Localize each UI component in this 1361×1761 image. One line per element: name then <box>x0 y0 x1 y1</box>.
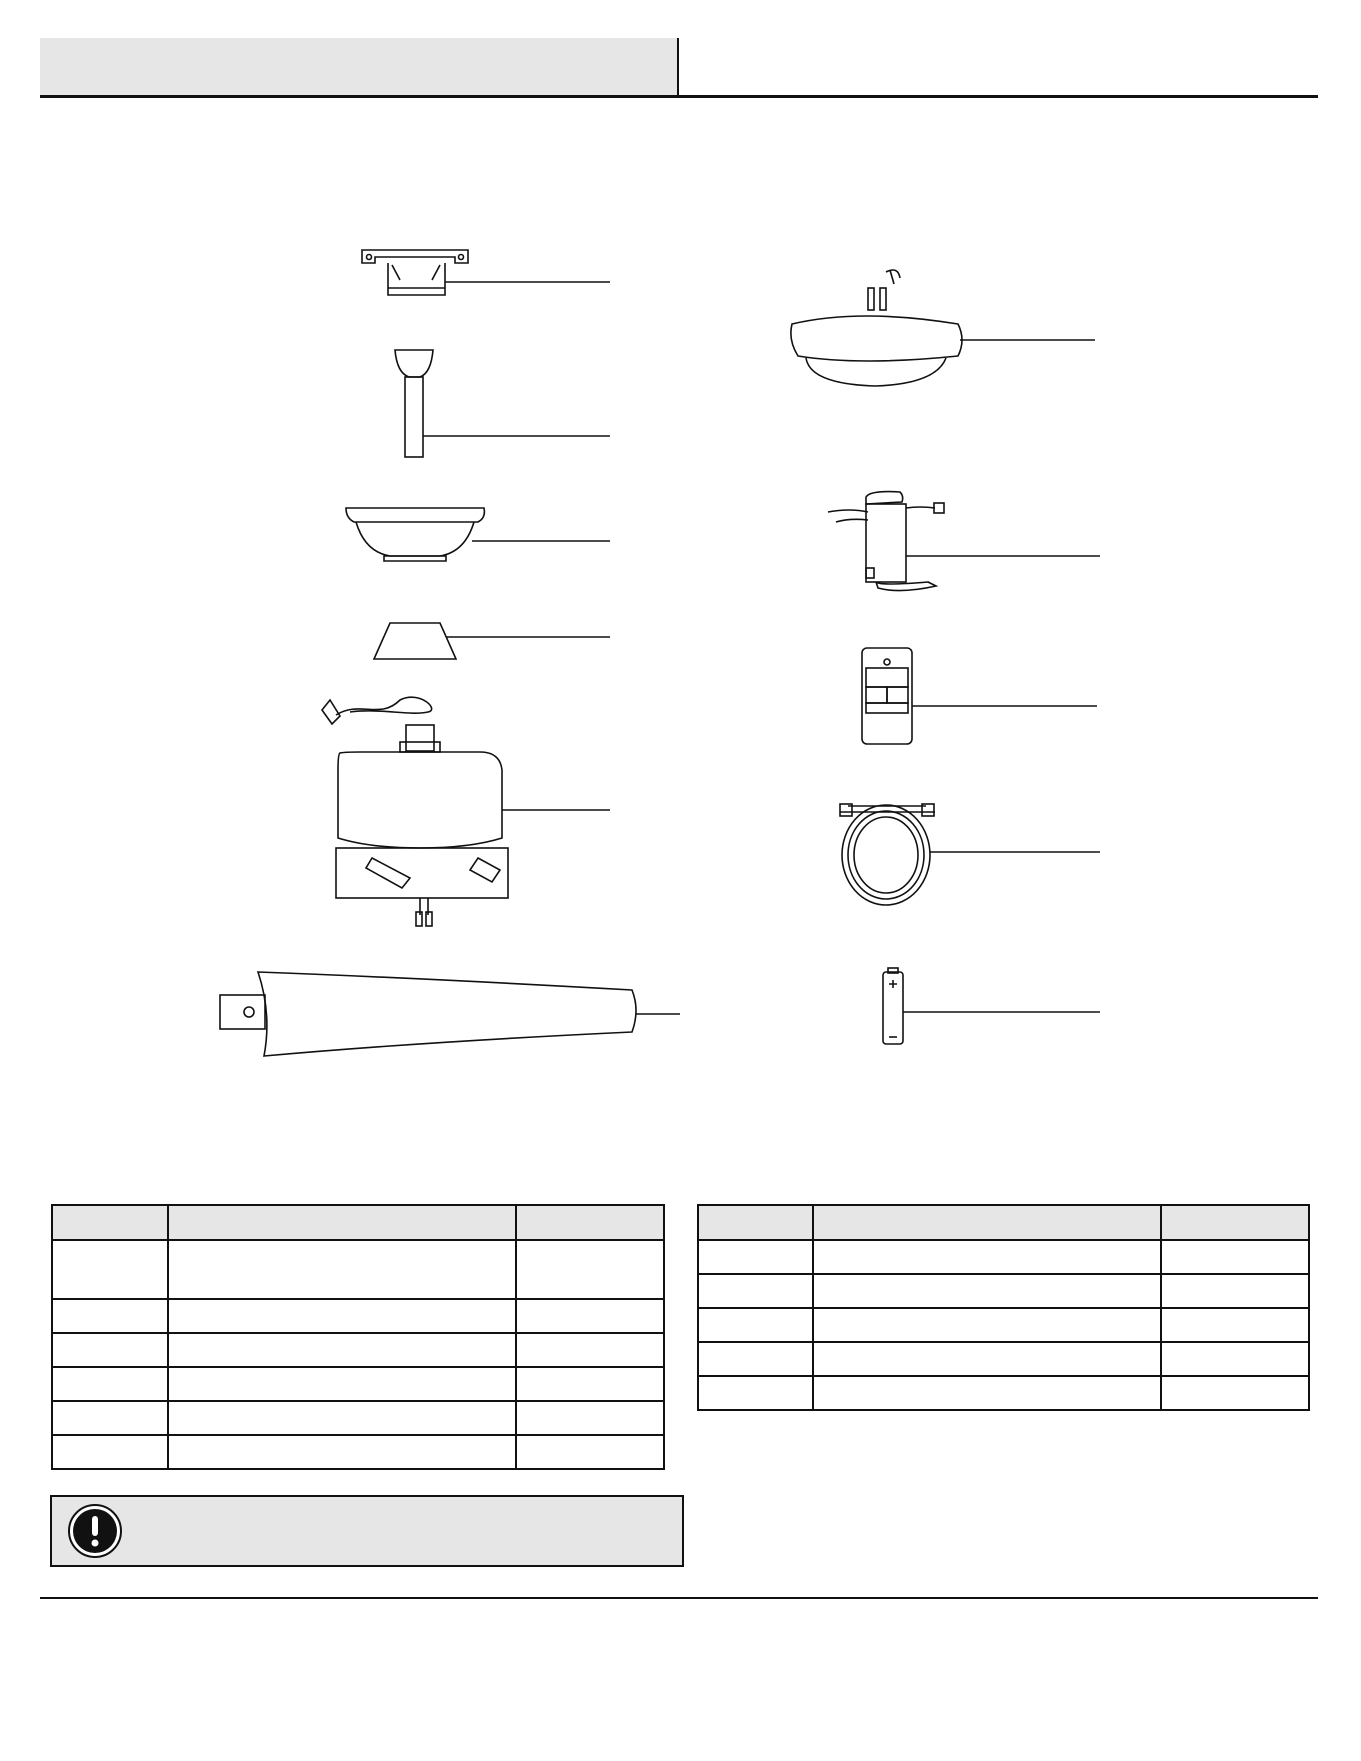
column-header <box>52 1205 168 1240</box>
column-header <box>168 1205 516 1240</box>
battery-illustration <box>883 968 1100 1044</box>
table-cell <box>813 1240 1161 1274</box>
table-header-row <box>52 1205 664 1240</box>
table-cell <box>516 1401 664 1435</box>
column-header <box>698 1205 813 1240</box>
blade-illustration <box>220 972 680 1056</box>
motor-assembly-illustration <box>322 697 610 926</box>
mounting-bracket-illustration <box>362 250 610 295</box>
table-header-row <box>698 1205 1309 1240</box>
extension-wire-illustration <box>840 804 1100 905</box>
table-cell <box>698 1308 813 1342</box>
coupling-cover-illustration <box>374 623 610 659</box>
table-cell <box>52 1333 168 1367</box>
table-row <box>52 1240 664 1299</box>
table-cell <box>1161 1240 1309 1274</box>
table-cell <box>813 1376 1161 1410</box>
table-cell <box>1161 1342 1309 1376</box>
table-cell <box>516 1333 664 1367</box>
table-cell <box>52 1240 168 1299</box>
table-cell <box>168 1240 516 1299</box>
table-cell <box>1161 1376 1309 1410</box>
table-row <box>52 1435 664 1469</box>
table-cell <box>52 1367 168 1401</box>
remote-control-illustration <box>862 648 1097 744</box>
footer-rule <box>40 1597 1318 1599</box>
table-cell <box>698 1376 813 1410</box>
table-cell <box>516 1435 664 1469</box>
table-cell <box>1161 1274 1309 1308</box>
table-cell <box>52 1435 168 1469</box>
table-cell <box>698 1342 813 1376</box>
light-kit-illustration <box>791 270 1095 386</box>
table-row <box>52 1401 664 1435</box>
table-cell <box>813 1274 1161 1308</box>
receiver-illustration <box>828 492 1100 591</box>
table-cell <box>516 1240 664 1299</box>
table-cell <box>516 1299 664 1333</box>
canopy-illustration <box>346 508 610 561</box>
table-cell <box>168 1367 516 1401</box>
table-row <box>698 1240 1309 1274</box>
table-row <box>698 1376 1309 1410</box>
table-cell <box>168 1401 516 1435</box>
left-parts-table <box>51 1204 665 1470</box>
table-row <box>52 1333 664 1367</box>
downrod-illustration <box>395 350 610 457</box>
right-parts-table <box>697 1204 1310 1411</box>
table-cell <box>168 1435 516 1469</box>
table-cell <box>52 1401 168 1435</box>
table-cell <box>813 1342 1161 1376</box>
table-cell <box>813 1308 1161 1342</box>
table-cell <box>698 1240 813 1274</box>
column-header <box>516 1205 664 1240</box>
table-cell <box>168 1299 516 1333</box>
table-cell <box>698 1274 813 1308</box>
table-row <box>52 1299 664 1333</box>
table-cell <box>52 1299 168 1333</box>
exclamation-icon <box>67 1503 123 1559</box>
table-row <box>698 1308 1309 1342</box>
table-cell <box>516 1367 664 1401</box>
table-cell <box>1161 1308 1309 1342</box>
column-header <box>813 1205 1161 1240</box>
column-header <box>1161 1205 1309 1240</box>
notice-box <box>50 1495 684 1567</box>
table-row <box>698 1342 1309 1376</box>
table-cell <box>168 1333 516 1367</box>
table-row <box>52 1367 664 1401</box>
table-row <box>698 1274 1309 1308</box>
